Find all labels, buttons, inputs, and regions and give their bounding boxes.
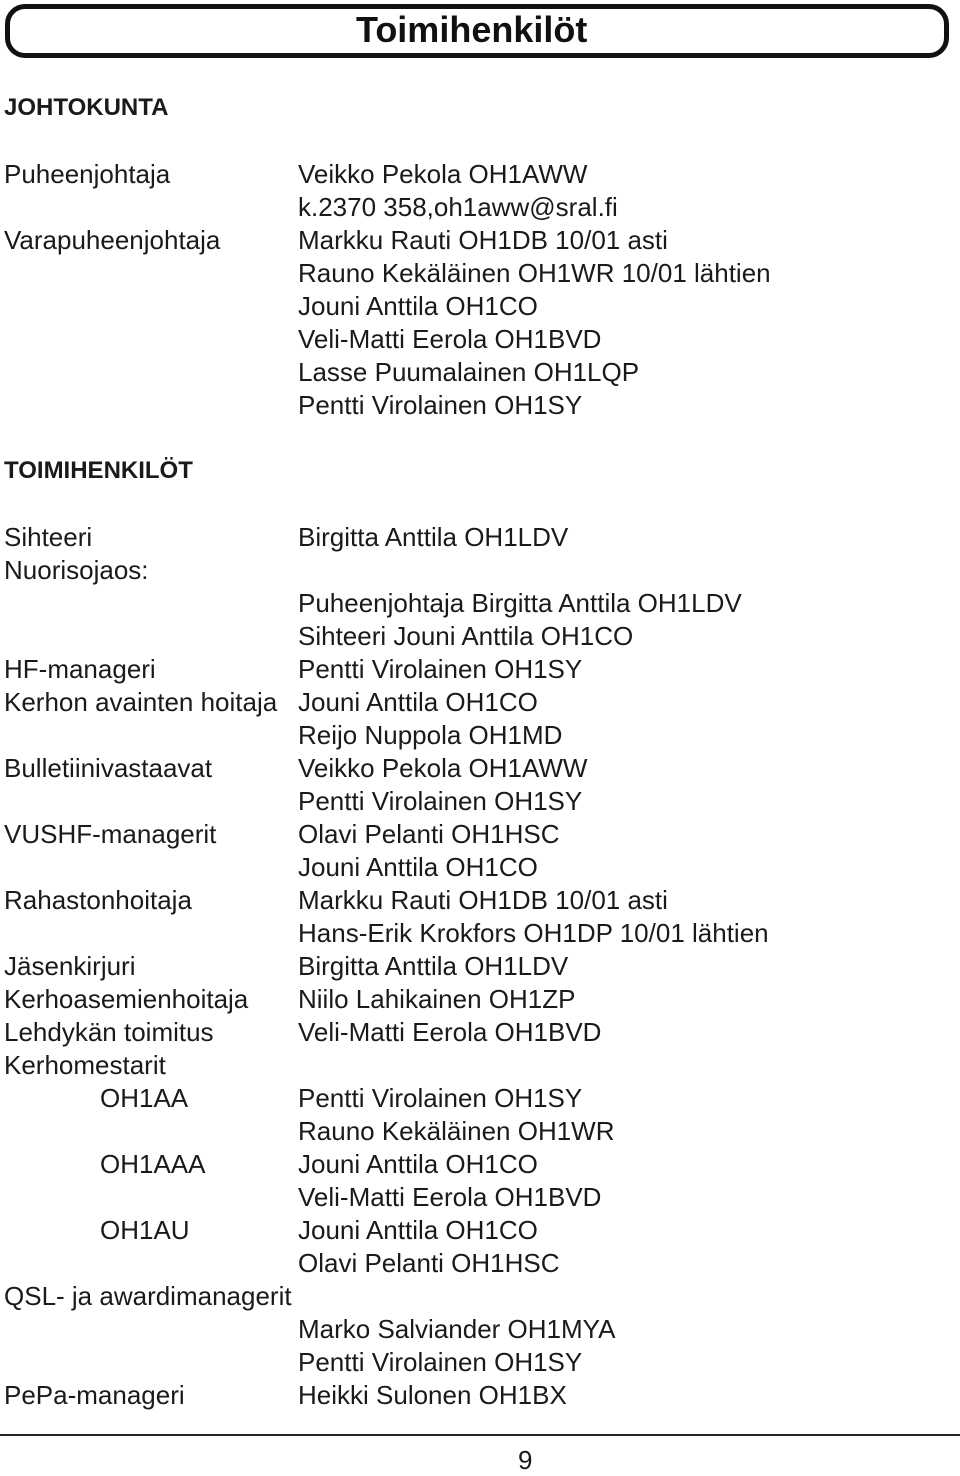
value-puheenjohtaja: Veikko Pekola OH1AWW xyxy=(298,159,588,189)
value-bulletiinivastaavat-1: Veikko Pekola OH1AWW xyxy=(298,753,588,783)
label-qsl-awardimanagerit: QSL- ja awardimanagerit xyxy=(4,1281,292,1311)
value-member-2: Veli-Matti Eerola OH1BVD xyxy=(298,324,602,354)
label-oh1aaa: OH1AAA xyxy=(100,1149,206,1179)
label-vushf-managerit: VUSHF-managerit xyxy=(4,819,217,849)
value-oh1au-2: Olavi Pelanti OH1HSC xyxy=(298,1248,560,1278)
value-kerhoasemienhoitaja: Niilo Lahikainen OH1ZP xyxy=(298,984,576,1014)
value-qsl-2: Pentti Virolainen OH1SY xyxy=(298,1347,583,1377)
value-vushf-managerit-1: Olavi Pelanti OH1HSC xyxy=(298,819,560,849)
label-kerhomestarit: Kerhomestarit xyxy=(4,1050,166,1080)
label-pepa-manageri: PePa-manageri xyxy=(4,1380,185,1410)
value-puheenjohtaja-contact: k.2370 358,oh1aww@sral.fi xyxy=(298,192,618,222)
value-oh1au-1: Jouni Anttila OH1CO xyxy=(298,1215,538,1245)
label-sihteeri: Sihteeri xyxy=(4,522,93,552)
label-puheenjohtaja: Puheenjohtaja xyxy=(4,159,171,189)
label-rahastonhoitaja: Rahastonhoitaja xyxy=(4,885,192,915)
label-varapuheenjohtaja: Varapuheenjohtaja xyxy=(4,225,221,255)
value-oh1aaa-2: Veli-Matti Eerola OH1BVD xyxy=(298,1182,602,1212)
value-pepa-manageri: Heikki Sulonen OH1BX xyxy=(298,1380,567,1410)
label-kerhoasemienhoitaja: Kerhoasemienhoitaja xyxy=(4,984,249,1014)
value-member-4: Pentti Virolainen OH1SY xyxy=(298,390,583,420)
value-member-3: Lasse Puumalainen OH1LQP xyxy=(298,357,640,387)
value-nuorisojaos-sihteeri: Sihteeri Jouni Anttila OH1CO xyxy=(298,621,634,651)
value-vushf-managerit-2: Jouni Anttila OH1CO xyxy=(298,852,538,882)
label-oh1aa: OH1AA xyxy=(100,1083,189,1113)
page-number: 9 xyxy=(518,1445,533,1475)
value-nuorisojaos-puheenjohtaja: Puheenjohtaja Birgitta Anttila OH1LDV xyxy=(298,588,742,618)
label-hf-manageri: HF-manageri xyxy=(4,654,156,684)
label-jasenkirjuri: Jäsenkirjuri xyxy=(4,951,136,981)
label-bulletiinivastaavat: Bulletiinivastaavat xyxy=(4,753,213,783)
value-avainten-hoitaja-1: Jouni Anttila OH1CO xyxy=(298,687,538,717)
label-nuorisojaos: Nuorisojaos: xyxy=(4,555,149,585)
heading-toimihenkilot: TOIMIHENKILÖT xyxy=(4,457,193,484)
label-avainten-hoitaja: Kerhon avainten hoitaja xyxy=(4,687,278,717)
footer-divider xyxy=(0,1434,960,1436)
value-member-1: Jouni Anttila OH1CO xyxy=(298,291,538,321)
value-oh1aaa-1: Jouni Anttila OH1CO xyxy=(298,1149,538,1179)
value-qsl-1: Marko Salviander OH1MYA xyxy=(298,1314,616,1344)
page-title: Toimihenkilöt xyxy=(356,9,588,50)
value-bulletiinivastaavat-2: Pentti Virolainen OH1SY xyxy=(298,786,583,816)
value-varapuheenjohtaja-1: Markku Rauti OH1DB 10/01 asti xyxy=(298,225,668,255)
value-oh1aa-1: Pentti Virolainen OH1SY xyxy=(298,1083,583,1113)
heading-johtokunta: JOHTOKUNTA xyxy=(4,94,169,121)
value-sihteeri: Birgitta Anttila OH1LDV xyxy=(298,522,569,552)
value-hf-manageri: Pentti Virolainen OH1SY xyxy=(298,654,583,684)
value-lehdykan-toimitus: Veli-Matti Eerola OH1BVD xyxy=(298,1017,602,1047)
value-rahastonhoitaja-2: Hans-Erik Krokfors OH1DP 10/01 lähtien xyxy=(298,918,769,948)
label-oh1au: OH1AU xyxy=(100,1215,190,1245)
value-varapuheenjohtaja-2: Rauno Kekäläinen OH1WR 10/01 lähtien xyxy=(298,258,771,288)
value-oh1aa-2: Rauno Kekäläinen OH1WR xyxy=(298,1116,615,1146)
value-jasenkirjuri: Birgitta Anttila OH1LDV xyxy=(298,951,569,981)
label-lehdykan-toimitus: Lehdykän toimitus xyxy=(4,1017,214,1047)
value-avainten-hoitaja-2: Reijo Nuppola OH1MD xyxy=(298,720,563,750)
value-rahastonhoitaja-1: Markku Rauti OH1DB 10/01 asti xyxy=(298,885,668,915)
